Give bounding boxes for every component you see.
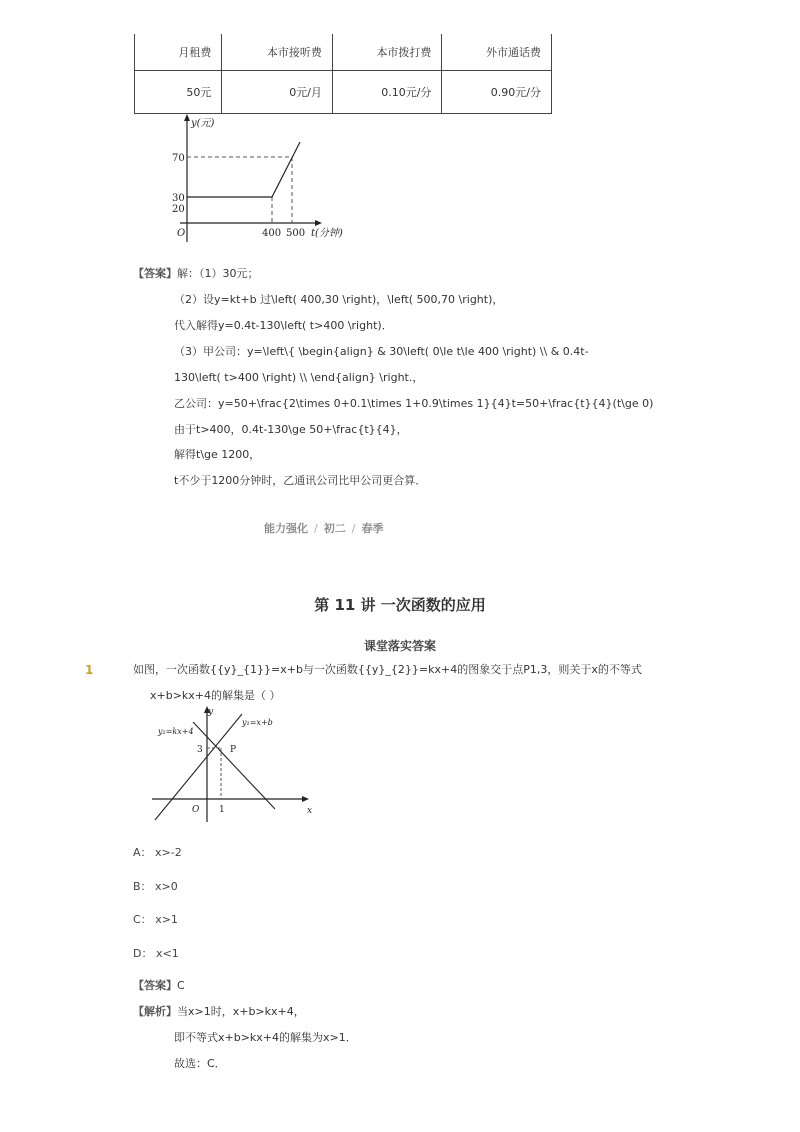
question-number: 1 bbox=[85, 663, 94, 677]
lesson-subtitle: 课堂落实答案 bbox=[363, 639, 436, 653]
x-axis-arrow bbox=[302, 796, 309, 802]
x-tick-500: 500 bbox=[286, 228, 306, 239]
answer-tag: 【答案】 bbox=[133, 267, 177, 280]
solution-line: 由于t>400，0.4t-130\ge 50+\frac{t}{4}， bbox=[174, 423, 408, 436]
option-key: C： bbox=[133, 913, 152, 926]
answer-tag: 【答案】 bbox=[133, 979, 177, 992]
y-axis-label: y(元) bbox=[191, 118, 215, 129]
solution-line: 乙公司：y=50+\frac{2\times 0+0.1\times 1+0.9\times 1}{4}t=50+\frac{t}{4}(t\ge 0) bbox=[174, 397, 654, 410]
table-header-cell: 本市接听费 bbox=[222, 34, 333, 71]
table-cell: 0.10元/分 bbox=[332, 71, 442, 114]
y-axis-label: y bbox=[208, 707, 214, 717]
point-p-label: P bbox=[230, 745, 237, 755]
table-header-cell: 外市通话费 bbox=[442, 34, 552, 71]
footer-part: 初二 bbox=[323, 522, 346, 535]
origin-label: O bbox=[192, 805, 200, 815]
solution-line: 代入解得y=0.4t-130\left( t>400 \right)． bbox=[174, 319, 393, 332]
footer-part: 春季 bbox=[361, 522, 384, 535]
line-y2 bbox=[193, 722, 275, 809]
option-c bbox=[133, 911, 178, 927]
answer-value: C bbox=[177, 979, 185, 992]
option-key: D： bbox=[133, 947, 153, 960]
y-tick-3: 3 bbox=[197, 745, 203, 755]
option-text: x<1 bbox=[155, 947, 179, 960]
fee-table bbox=[134, 34, 552, 114]
option-text: x>-2 bbox=[155, 846, 182, 859]
origin-label: O bbox=[177, 228, 186, 239]
option-b bbox=[133, 878, 178, 894]
question-stem: 如图，一次函数{{y}_{1}}=x+b与一次函数{{y}_{2}}=kx+4的图象交于点P1,3，则关于x的不等式 bbox=[133, 663, 642, 676]
option-text: x>0 bbox=[155, 880, 178, 893]
x-axis-arrow bbox=[315, 220, 322, 226]
lesson-title: 第 11 讲 一次函数的应用 bbox=[314, 596, 486, 614]
intersection-graph bbox=[150, 702, 325, 827]
option-a bbox=[133, 844, 182, 860]
table-cell: 50元 bbox=[135, 71, 222, 114]
cost-line bbox=[187, 142, 300, 197]
footer-part: 能力强化 bbox=[264, 522, 308, 535]
x-axis-label: x bbox=[307, 806, 313, 816]
table-cell: 0元/月 bbox=[222, 71, 333, 114]
table-header-cell: 月租费 bbox=[135, 34, 222, 71]
answer-text: 解：（1）30元； bbox=[177, 267, 259, 280]
y-tick-70: 70 bbox=[172, 153, 185, 164]
solution-line: （3）甲公司：y=\left\{ \begin{align} & 30\left( 0\le t\le 400 \right) \\ & 0.4t- bbox=[174, 345, 589, 358]
y-tick-30: 30 bbox=[172, 193, 185, 204]
answer-line bbox=[133, 267, 259, 281]
x-tick-400: 400 bbox=[262, 228, 282, 239]
page-footer bbox=[264, 520, 383, 536]
solution-line: （2）设y=kt+b 过\left( 400,30 \right)，\left( 500,70 \right)， bbox=[174, 293, 504, 306]
analysis-text: 当x>1时，x+b>kx+4， bbox=[177, 1005, 305, 1018]
line-y2-label: y₂=kx+4 bbox=[158, 727, 194, 736]
solution-line: 130\left( t>400 \right) \\ \end{align} \right.， bbox=[174, 371, 424, 384]
cost-graph bbox=[160, 112, 360, 250]
table-header-row bbox=[135, 34, 552, 71]
table-header-cell: 本市拨打费 bbox=[332, 34, 442, 71]
solution-line: 解得t\ge 1200， bbox=[174, 448, 261, 461]
y-tick-20: 20 bbox=[172, 204, 185, 215]
footer-separator: / bbox=[314, 522, 318, 535]
table-row bbox=[135, 71, 552, 114]
answer-line bbox=[133, 979, 185, 993]
analysis-line bbox=[133, 1005, 305, 1019]
solution-line: t不少于1200分钟时，乙通讯公司比甲公司更合算． bbox=[174, 474, 427, 487]
option-text: x>1 bbox=[155, 913, 178, 926]
option-d bbox=[133, 945, 179, 961]
x-axis-label: t(分钟) bbox=[311, 228, 343, 239]
line-y1-label: y₁=x+b bbox=[242, 718, 273, 727]
option-key: B： bbox=[133, 880, 152, 893]
analysis-line: 故选：C． bbox=[174, 1057, 226, 1070]
footer-separator: / bbox=[351, 522, 356, 535]
y-axis-arrow bbox=[184, 114, 190, 121]
analysis-tag: 【解析】 bbox=[133, 1005, 177, 1018]
analysis-line: 即不等式x+b>kx+4的解集为x>1． bbox=[174, 1031, 357, 1044]
option-key: A： bbox=[133, 846, 152, 859]
table-cell: 0.90元/分 bbox=[442, 71, 552, 114]
question-stem: x+b>kx+4的解集是（ ） bbox=[150, 689, 281, 702]
x-tick-1: 1 bbox=[219, 805, 225, 815]
